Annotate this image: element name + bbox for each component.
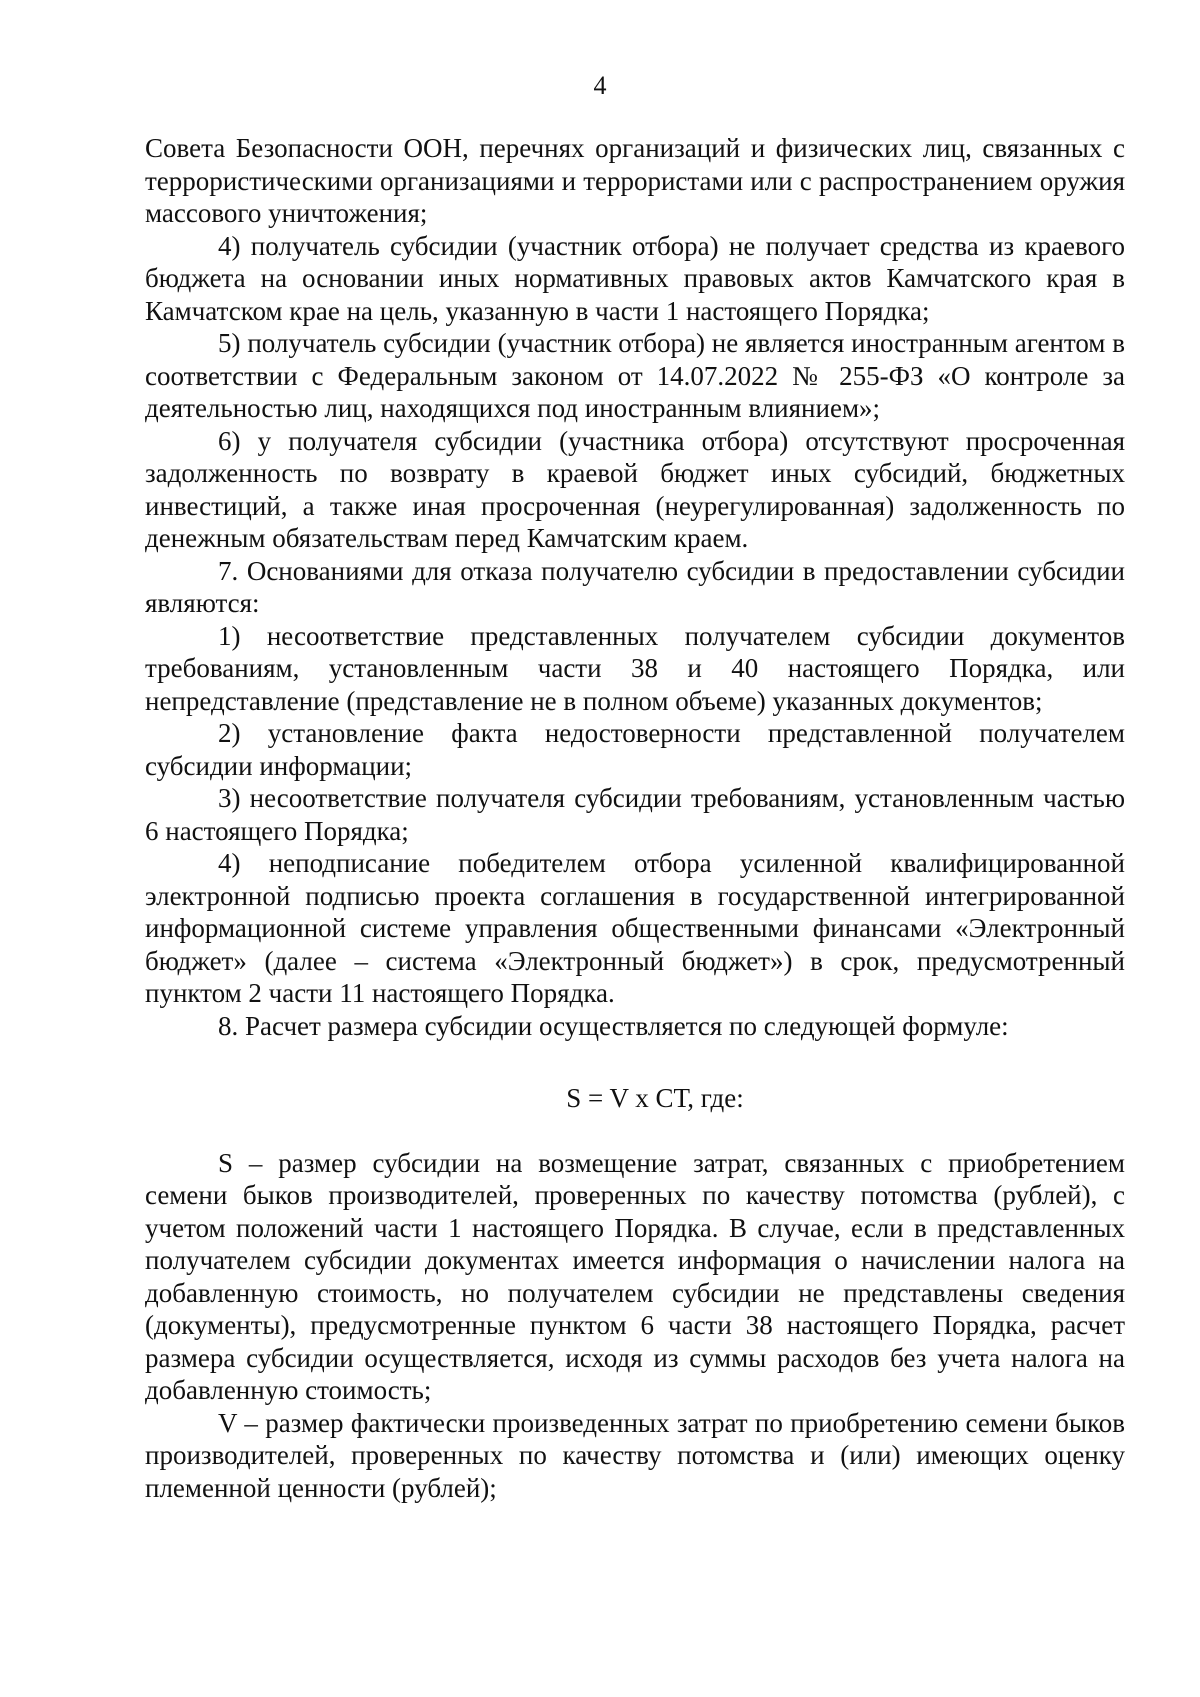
paragraph-refusal-3: 3) несоответствие получателя субсидии требованиям, установленным частью 6 настоящего Порядка; xyxy=(145,783,1125,846)
paragraph-refusal-2: 2) установление факта недостоверности представленной получателем субсидии информации; xyxy=(145,718,1125,781)
formula: S = V х СТ, где: xyxy=(566,1083,744,1113)
definition-v: V – размер фактически произведенных затрат по приобретению семени быков производителей, проверенных по качеству потомства и (или) имеющих оценку племенной ценности (рублей); xyxy=(145,1407,1125,1503)
paragraph-continuation: Совета Безопасности ООН, перечнях организаций и физических лиц, связанных с террористическими организациями и террористами или с распространением оружия массового уничтожения; xyxy=(145,133,1125,228)
page-number: 4 xyxy=(593,71,607,100)
paragraph-item-5: 5) получатель субсидии (участник отбора) не является иностранным агентом в соответствии с Федеральным законом от 14.07.2022 № 255-ФЗ «О контроле за деятельностью лиц, находящихся под иностранным влиянием»; xyxy=(145,328,1125,423)
document-body xyxy=(145,132,1125,1504)
paragraph-refusal-1: 1) несоответствие представленных получателем субсидии документов требованиям, установленным части 38 и 40 настоящего Порядка, или непредставление (представление не в полном объеме) указанных документов; xyxy=(145,620,1125,716)
paragraph-item-6: 6) у получателя субсидии (участника отбора) отсутствуют просроченная задолженность по возврату в краевой бюджет иных субсидий, бюджетных инвестиций, а также иная просроченная (неурегулированная) задолженность по денежным обязательствам перед Камчатским краем. xyxy=(145,425,1125,553)
paragraph-item-4: 4) получатель субсидии (участник отбора) не получает средства из краевого бюджета на основании иных нормативных правовых актов Камчатского края в Камчатском крае на цель, указанную в части 1 настоящего Порядка; xyxy=(145,230,1125,326)
paragraph-section-8: 8. Расчет размера субсидии осуществляется по следующей формуле: xyxy=(218,1010,1009,1041)
paragraph-section-7: 7. Основаниями для отказа получателю субсидии в предоставлении субсидии являются: xyxy=(145,555,1125,618)
definition-s: S – размер субсидии на возмещение затрат, связанных с приобретением семени быков производителей, проверенных по качеству потомства (рублей), с учетом положений части 1 настоящего Порядка. В случае, если в представленных получателем субсидии документах имеется информация о начислении налога на добавленную стоимость, но получателем субсидии не представлены сведения (документы), предусмотренные пунктом 6 части 38 настоящего Порядка, расчет размера субсидии осуществляется, исходя из суммы расходов без учета налога на добавленную стоимость; xyxy=(145,1147,1125,1405)
paragraph-refusal-4: 4) неподписание победителем отбора усиленной квалифицированной электронной подписью проекта соглашения в государственной интегрированной информационной системе управления общественными финансами «Электронный бюджет» (далее – система «Электронный бюджет») в срок, предусмотренный пунктом 2 части 11 настоящего Порядка. xyxy=(145,848,1125,1008)
